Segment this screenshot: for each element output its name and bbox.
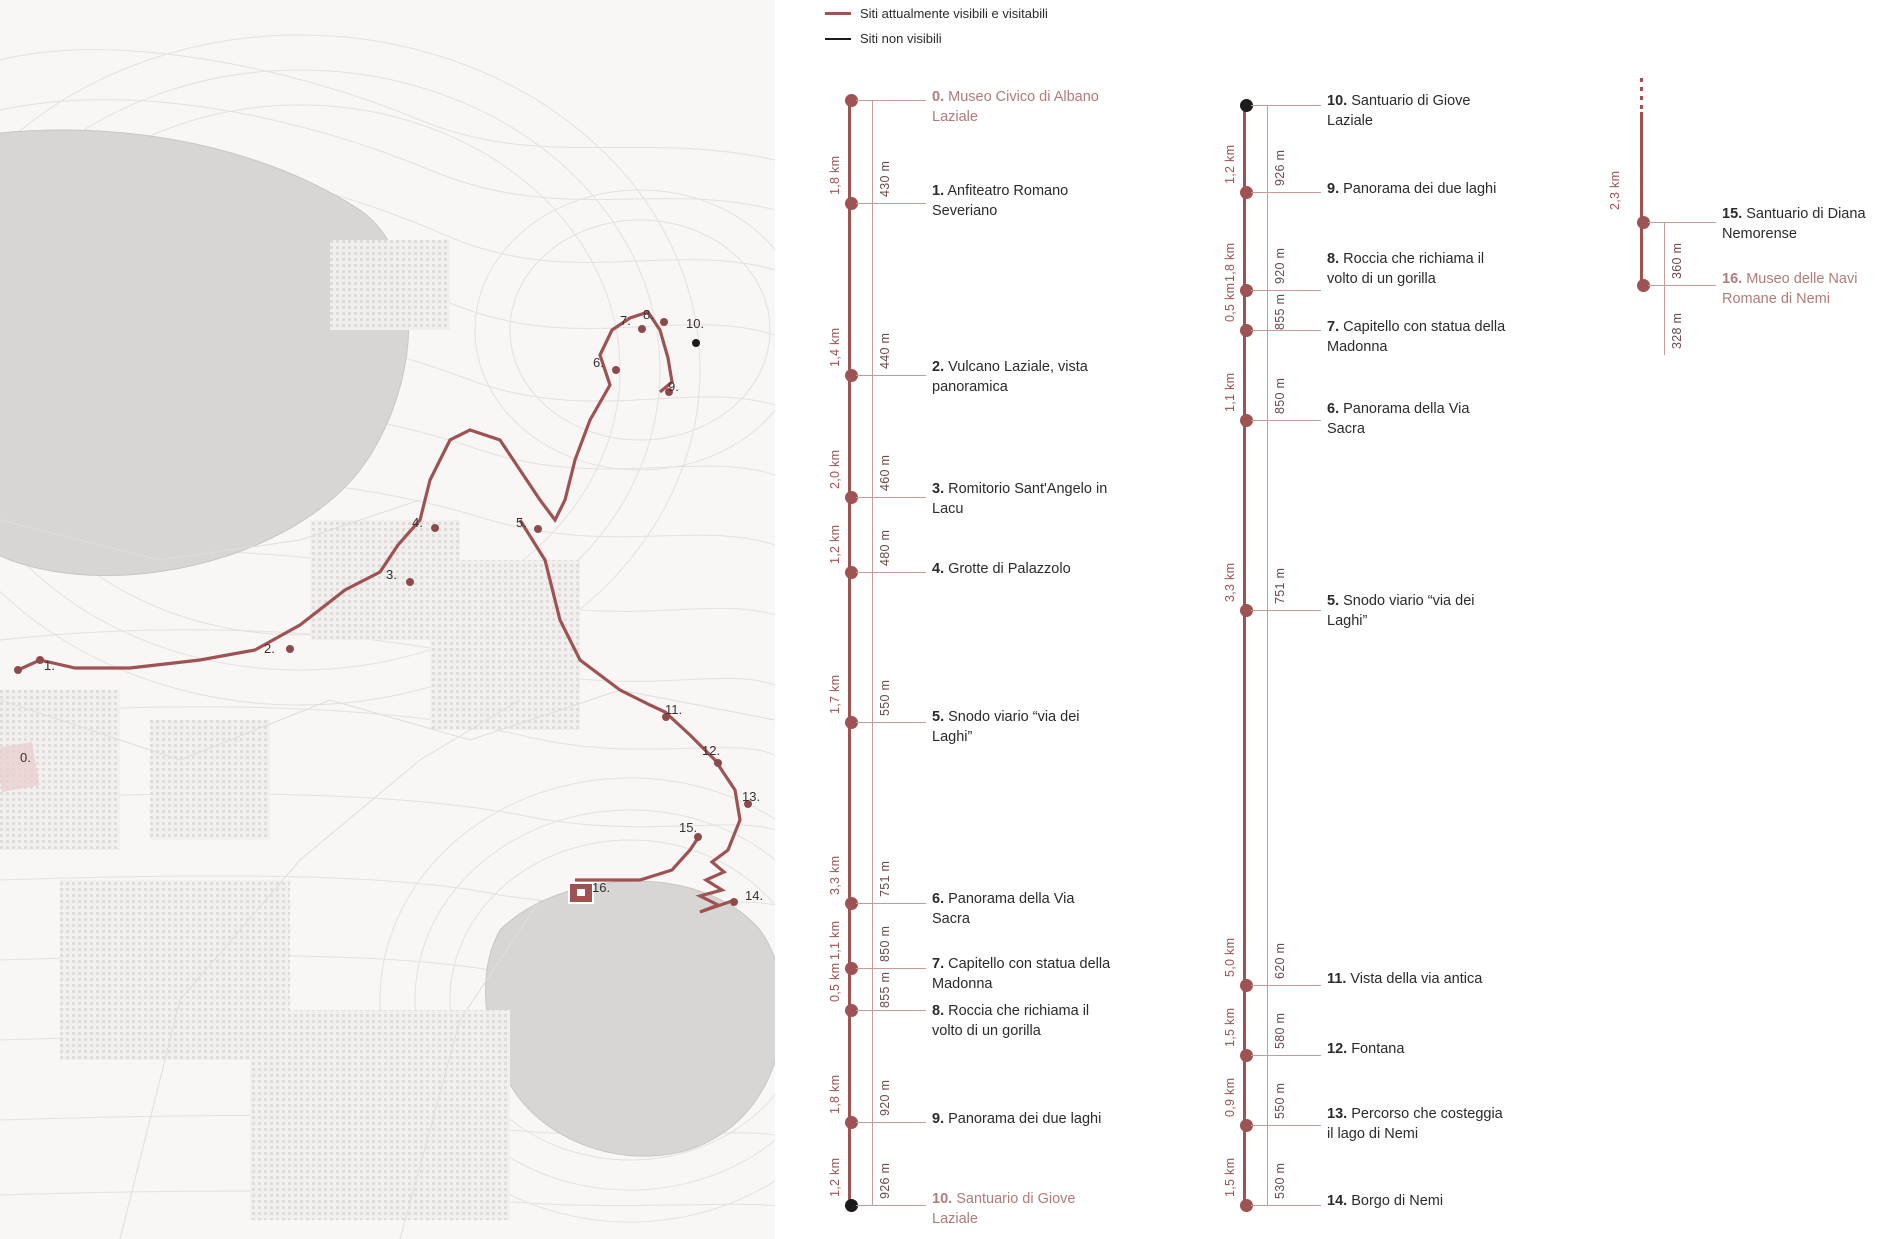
map-node-6[interactable] xyxy=(612,366,620,374)
altitude-label-6: 850 m xyxy=(878,925,892,962)
map-label-4: 4. xyxy=(412,515,423,530)
map-node-5[interactable] xyxy=(534,525,542,533)
site-name: Fontana xyxy=(1351,1041,1405,1057)
altitude-bracket xyxy=(872,203,873,375)
site-number: 1. xyxy=(932,183,945,199)
site-number: 8. xyxy=(1327,251,1340,267)
map-label-13: 13. xyxy=(742,789,761,804)
segment-distance: 3,3 km xyxy=(1223,562,1237,602)
segment-distance: 0,9 km xyxy=(1223,1077,1237,1117)
site-label-7[interactable] xyxy=(932,955,1112,994)
altitude-label-12: 550 m xyxy=(1273,1082,1287,1119)
site-name: Romitorio Sant'Angelo in Lacu xyxy=(932,481,1108,517)
map-node-4[interactable] xyxy=(431,524,439,532)
map-label-14: 14. xyxy=(745,888,764,903)
altitude-bracket xyxy=(1267,610,1268,985)
site-name: Museo Civico di Albano Laziale xyxy=(932,89,1099,125)
map-panel xyxy=(0,0,775,1239)
map-label-12: 12. xyxy=(702,743,721,758)
site-label-16[interactable] xyxy=(1722,270,1890,309)
site-label-1[interactable] xyxy=(932,182,1112,221)
map-node-10[interactable] xyxy=(692,339,700,347)
altitude-label-15: 360 m xyxy=(1670,242,1684,279)
altitude-label-13: 530 m xyxy=(1273,1162,1287,1199)
map-label-6: 6. xyxy=(593,355,604,370)
site-name: Anfiteatro Romano Severiano xyxy=(932,183,1069,219)
segment-distance: 1,1 km xyxy=(828,920,842,960)
route-leader-line xyxy=(856,375,926,376)
route-leader-line xyxy=(1648,222,1716,223)
segment-distance: 1,5 km xyxy=(1223,1157,1237,1197)
route-leader-line xyxy=(1251,1205,1321,1206)
site-number: 6. xyxy=(1327,401,1340,417)
route-axis xyxy=(1640,112,1643,285)
route-leader-line xyxy=(1251,610,1321,611)
map-label-11: 11. xyxy=(665,702,683,717)
site-number: 14. xyxy=(1327,1193,1348,1209)
site-name: Museo delle Navi Romane di Nemi xyxy=(1722,271,1858,307)
route-leader-line xyxy=(856,497,926,498)
site-name: Vulcano Laziale, vista panoramica xyxy=(932,359,1088,395)
altitude-label-3: 480 m xyxy=(878,529,892,566)
map-label-9: 9. xyxy=(668,379,679,394)
legend-label-not-visible: Siti non visibili xyxy=(860,31,942,46)
segment-distance: 1,8 km xyxy=(1223,242,1237,282)
route-column-1 xyxy=(820,0,1180,1239)
site-label-10[interactable] xyxy=(1327,92,1507,131)
altitude-bracket xyxy=(1664,285,1665,355)
altitude-bracket xyxy=(872,497,873,572)
site-number: 9. xyxy=(932,1111,945,1127)
segment-distance: 3,3 km xyxy=(828,855,842,895)
altitude-bracket xyxy=(872,572,873,722)
site-label-4[interactable] xyxy=(932,560,1112,580)
map-label-8: 8. xyxy=(643,307,654,322)
site-label-9[interactable] xyxy=(1327,180,1507,200)
altitude-bracket xyxy=(1267,105,1268,192)
route-column-3 xyxy=(1590,0,1890,1239)
site-name: Roccia che richiama il volto di un gorilla xyxy=(932,1003,1090,1039)
route-leader-line xyxy=(1251,420,1321,421)
site-label-15[interactable] xyxy=(1722,205,1890,244)
site-name: Santuario di Giove Laziale xyxy=(932,1191,1076,1227)
site-label-9[interactable] xyxy=(932,1110,1112,1130)
map-label-0: 0. xyxy=(20,750,31,765)
altitude-bracket xyxy=(1267,192,1268,290)
site-label-12[interactable] xyxy=(1327,1040,1507,1060)
site-label-0[interactable] xyxy=(932,88,1112,127)
map-label-3: 3. xyxy=(386,567,397,582)
map-node-14[interactable] xyxy=(730,898,738,906)
site-name: Santuario di Diana Nemorense xyxy=(1722,206,1866,242)
altitude-bracket xyxy=(872,1122,873,1205)
site-label-13[interactable] xyxy=(1327,1105,1507,1144)
segment-distance: 5,0 km xyxy=(1223,937,1237,977)
altitude-label-6: 751 m xyxy=(1273,567,1287,604)
altitude-bracket xyxy=(1664,222,1665,285)
site-name: Roccia che richiama il volto di un gorilla xyxy=(1327,251,1485,287)
altitude-label-9: 926 m xyxy=(878,1162,892,1199)
map-terrain-svg xyxy=(0,0,775,1239)
segment-distance: 1,4 km xyxy=(828,327,842,367)
altitude-bracket xyxy=(872,722,873,903)
site-label-5[interactable] xyxy=(932,708,1112,747)
site-number: 5. xyxy=(1327,593,1340,609)
map-node-2[interactable] xyxy=(286,645,294,653)
map-label-1: 1. xyxy=(44,658,55,673)
altitude-bracket xyxy=(872,375,873,497)
map-label-5: 5. xyxy=(516,515,527,530)
site-number: 10. xyxy=(1327,93,1348,109)
altitude-label-5: 751 m xyxy=(878,860,892,897)
site-number: 12. xyxy=(1327,1041,1348,1057)
map-node-12[interactable] xyxy=(714,759,722,767)
site-number: 10. xyxy=(932,1191,953,1207)
site-label-8[interactable] xyxy=(932,1002,1112,1041)
segment-distance: 0,5 km xyxy=(828,962,842,1002)
route-leader-line xyxy=(856,203,926,204)
route-leader-line xyxy=(856,100,926,101)
altitude-label-9: 920 m xyxy=(1273,247,1287,284)
map-node-7[interactable] xyxy=(638,325,646,333)
altitude-label-8: 855 m xyxy=(1273,293,1287,330)
site-number: 8. xyxy=(932,1003,945,1019)
site-name: Panorama dei due laghi xyxy=(1343,181,1497,197)
map-background xyxy=(0,0,775,1239)
site-label-5[interactable] xyxy=(1327,592,1507,631)
route-leader-line xyxy=(1251,290,1321,291)
site-label-11[interactable] xyxy=(1327,970,1507,990)
segment-distance: 1,8 km xyxy=(828,1074,842,1114)
site-label-10[interactable] xyxy=(932,1190,1112,1229)
segment-distance: 1,1 km xyxy=(1223,372,1237,412)
altitude-bracket xyxy=(1267,1125,1268,1205)
map-label-16: 16. xyxy=(592,880,611,895)
map-label-10: 10. xyxy=(686,316,705,331)
site-number: 7. xyxy=(932,956,945,972)
altitude-label-7: 855 m xyxy=(878,971,892,1008)
map-node-0[interactable] xyxy=(14,666,22,674)
site-number: 9. xyxy=(1327,181,1340,197)
site-number: 16. xyxy=(1722,271,1743,287)
site-name: Snodo viario “via dei Laghi” xyxy=(932,709,1080,745)
site-name: Capitello con statua della Madonna xyxy=(932,956,1111,992)
route-leader-line xyxy=(856,968,926,969)
route-axis xyxy=(1243,105,1246,1205)
altitude-label-8: 920 m xyxy=(878,1079,892,1116)
site-number: 5. xyxy=(932,709,945,725)
altitude-bracket xyxy=(1267,420,1268,610)
route-leader-line xyxy=(856,1010,926,1011)
altitude-label-1: 440 m xyxy=(878,332,892,369)
route-column-2 xyxy=(1215,0,1575,1239)
segment-distance: 2,0 km xyxy=(828,449,842,489)
map-label-2: 2. xyxy=(264,641,275,656)
altitude-bracket xyxy=(872,968,873,1014)
route-leader-line xyxy=(856,572,926,573)
site-name: Panorama della Via Sacra xyxy=(1327,401,1470,437)
route-leader-line xyxy=(1251,1125,1321,1126)
site-number: 6. xyxy=(932,891,945,907)
site-name: Grotte di Palazzolo xyxy=(948,561,1071,577)
map-label-15: 15. xyxy=(679,820,698,835)
altitude-bracket xyxy=(1267,985,1268,1055)
altitude-bracket xyxy=(872,1010,873,1122)
altitude-label-5: 620 m xyxy=(1273,942,1287,979)
altitude-bracket xyxy=(872,903,873,968)
altitude-label-7: 850 m xyxy=(1273,377,1287,414)
site-label-3[interactable] xyxy=(932,480,1112,519)
route-leader-line xyxy=(856,1122,926,1123)
segment-distance: 1,7 km xyxy=(828,674,842,714)
segment-distance: 1,8 km xyxy=(828,155,842,195)
route-leader-line xyxy=(856,722,926,723)
site-label-6[interactable] xyxy=(1327,400,1507,439)
segment-distance: 1,2 km xyxy=(1223,144,1237,184)
site-number: 7. xyxy=(1327,319,1340,335)
site-name: Capitello con statua della Madonna xyxy=(1327,319,1506,355)
map-node-16[interactable] xyxy=(568,882,594,904)
altitude-bracket xyxy=(1267,330,1268,420)
site-number: 4. xyxy=(932,561,945,577)
map-node-8[interactable] xyxy=(660,318,668,326)
site-number: 11. xyxy=(1327,971,1347,987)
site-name: Panorama della Via Sacra xyxy=(932,891,1075,927)
segment-distance: 2,3 km xyxy=(1608,170,1622,210)
site-name: Santuario di Giove Laziale xyxy=(1327,93,1471,129)
route-leader-line xyxy=(1251,1055,1321,1056)
segment-distance: 1,2 km xyxy=(828,524,842,564)
route-leader-line xyxy=(1251,985,1321,986)
site-label-6[interactable] xyxy=(932,890,1112,929)
altitude-bracket xyxy=(1267,1055,1268,1125)
segment-distance: 0,5 km xyxy=(1223,282,1237,322)
route-leader-line xyxy=(856,903,926,904)
altitude-label-2: 460 m xyxy=(878,454,892,491)
site-number: 3. xyxy=(932,481,945,497)
altitude-label-16: 328 m xyxy=(1670,312,1684,349)
axis-dashed-continuation xyxy=(1640,78,1643,112)
site-label-8[interactable] xyxy=(1327,250,1507,289)
site-number: 13. xyxy=(1327,1106,1348,1122)
site-name: Vista della via antica xyxy=(1350,971,1483,987)
segment-distance: 1,5 km xyxy=(1223,1007,1237,1047)
site-label-14[interactable] xyxy=(1327,1192,1507,1212)
map-node-1[interactable] xyxy=(36,656,44,664)
site-name: Borgo di Nemi xyxy=(1351,1193,1444,1209)
route-axis xyxy=(848,100,851,1205)
segment-distance: 1,2 km xyxy=(828,1157,842,1197)
route-leader-line xyxy=(1251,105,1321,106)
legend-label-visible: Siti attualmente visibili e visitabili xyxy=(860,6,1048,21)
site-name: Panorama dei due laghi xyxy=(948,1111,1102,1127)
route-leader-line xyxy=(1251,330,1321,331)
site-number: 15. xyxy=(1722,206,1743,222)
altitude-label-0: 430 m xyxy=(878,160,892,197)
map-node-3[interactable] xyxy=(406,578,414,586)
altitude-label-4: 550 m xyxy=(878,679,892,716)
site-name: Snodo viario “via dei Laghi” xyxy=(1327,593,1475,629)
route-leader-line xyxy=(1648,285,1716,286)
route-leader-line xyxy=(1251,192,1321,193)
site-label-7[interactable] xyxy=(1327,318,1507,357)
altitude-label-11: 580 m xyxy=(1273,1012,1287,1049)
altitude-bracket xyxy=(872,100,873,203)
site-number: 2. xyxy=(932,359,945,375)
route-leader-line xyxy=(856,1205,926,1206)
site-label-2[interactable] xyxy=(932,358,1112,397)
altitude-label-10: 926 m xyxy=(1273,149,1287,186)
site-number: 0. xyxy=(932,89,945,105)
map-label-7: 7. xyxy=(620,313,631,328)
site-name: Percorso che costeggia il lago di Nemi xyxy=(1327,1106,1503,1142)
